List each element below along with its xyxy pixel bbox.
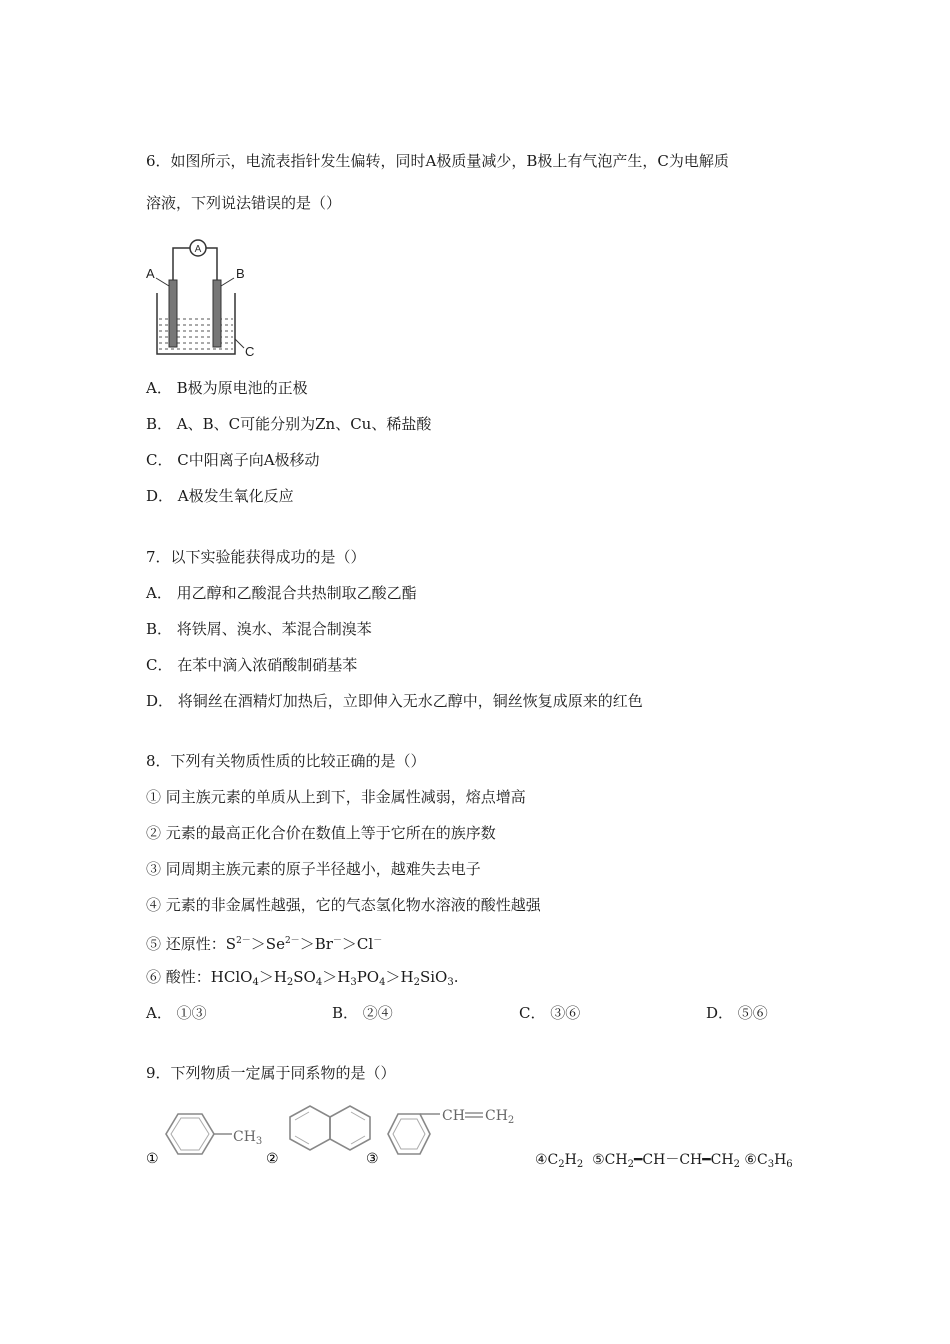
q8-item-1: ① 同主族元素的单质从上到下，非金属性减弱，熔点增高 [146, 788, 526, 806]
q7-option-d: D． 将铜丝在酒精灯加热后，立即伸入无水乙醇中，铜丝恢复成原来的红色 [146, 692, 643, 710]
q8-choice-a: A． ①③ [146, 1004, 207, 1022]
q6-option-d: D． A极发生氧化反应 [146, 487, 294, 505]
q8-item5-prefix: ⑤ 还原性： [146, 935, 226, 953]
q8-item-3: ③ 同周期主族元素的原子半径越小，越难失去电子 [146, 860, 481, 878]
styrene-structure [388, 1114, 440, 1154]
electrode-a [169, 280, 177, 347]
electrode-b [213, 280, 221, 347]
q8-item-5 [146, 931, 382, 954]
q8-stem: 8．下列有关物质性质的比较正确的是（） [146, 752, 426, 770]
q7-option-c: C． 在苯中滴入浓硝酸制硝基苯 [146, 656, 358, 674]
styrene-ch2: $CH_2$ [485, 1108, 515, 1126]
q9-number-3: ③ [366, 1151, 379, 1167]
q9-stem: 9．下列物质一定属于同系物的是（） [146, 1064, 396, 1082]
q6-option-b: B． A、B、C可能分别为Zn、Cu、稀盐酸 [146, 415, 432, 433]
styrene-vinyl: CH [442, 1108, 465, 1124]
q6-stem-line2: 溶液，下列说法错误的是（） [146, 194, 342, 212]
toluene-ch3: $CH_3$ [233, 1129, 263, 1147]
q7-stem: 7．以下实验能获得成功的是（） [146, 548, 366, 566]
q8-item-4: ④ 元素的非金属性越强，它的气态氢化物水溶液的酸性越强 [146, 896, 541, 914]
q9-number-2: ② [266, 1151, 279, 1167]
q7-option-b: B． 将铁屑、溴水、苯混合制溴苯 [146, 620, 372, 638]
q9-structures [140, 1092, 540, 1172]
q8-choice-b: B． ②④ [332, 1004, 393, 1022]
naphthalene-structure [290, 1106, 370, 1150]
q9-items-4-6: $④C_2H_2$ $⑤CH_2━CH-CH━CH_2$ $⑥C_3H_6$ [535, 1152, 793, 1170]
ammeter-label: A [194, 244, 202, 255]
q8-choice-d: D． ⑤⑥ [706, 1004, 768, 1022]
label-c: C [245, 344, 255, 359]
toluene-structure [166, 1114, 232, 1154]
q8-item-6 [146, 967, 458, 993]
label-a: A [146, 266, 155, 281]
galvanic-cell-figure [142, 232, 262, 362]
q6-stem-line1: 6．如图所示，电流表指针发生偏转，同时A极质量减少，B极上有气泡产生，C为电解质 [146, 152, 729, 170]
acidity-order: $HClO_4>H_2SO_4>H_3PO_4>H_2SiO_3$. [210, 968, 459, 988]
label-b: B [236, 266, 245, 281]
q6-option-a: A． B极为原电池的正极 [146, 379, 308, 397]
q9-number-1: ① [146, 1151, 159, 1167]
q8-item-2: ② 元素的最高正化合价在数值上等于它所在的族序数 [146, 824, 496, 842]
q7-option-a: A． 用乙醇和乙酸混合共热制取乙酸乙酯 [146, 584, 417, 602]
q6-option-c: C． C中阳离子向A极移动 [146, 451, 320, 469]
reduction-order: $S^{2-}>Se^{2-}>Br^->Cl^-$ [225, 935, 383, 953]
q8-choice-c: C． ③⑥ [519, 1004, 581, 1022]
q8-item6-prefix: ⑥ 酸性： [146, 968, 211, 986]
